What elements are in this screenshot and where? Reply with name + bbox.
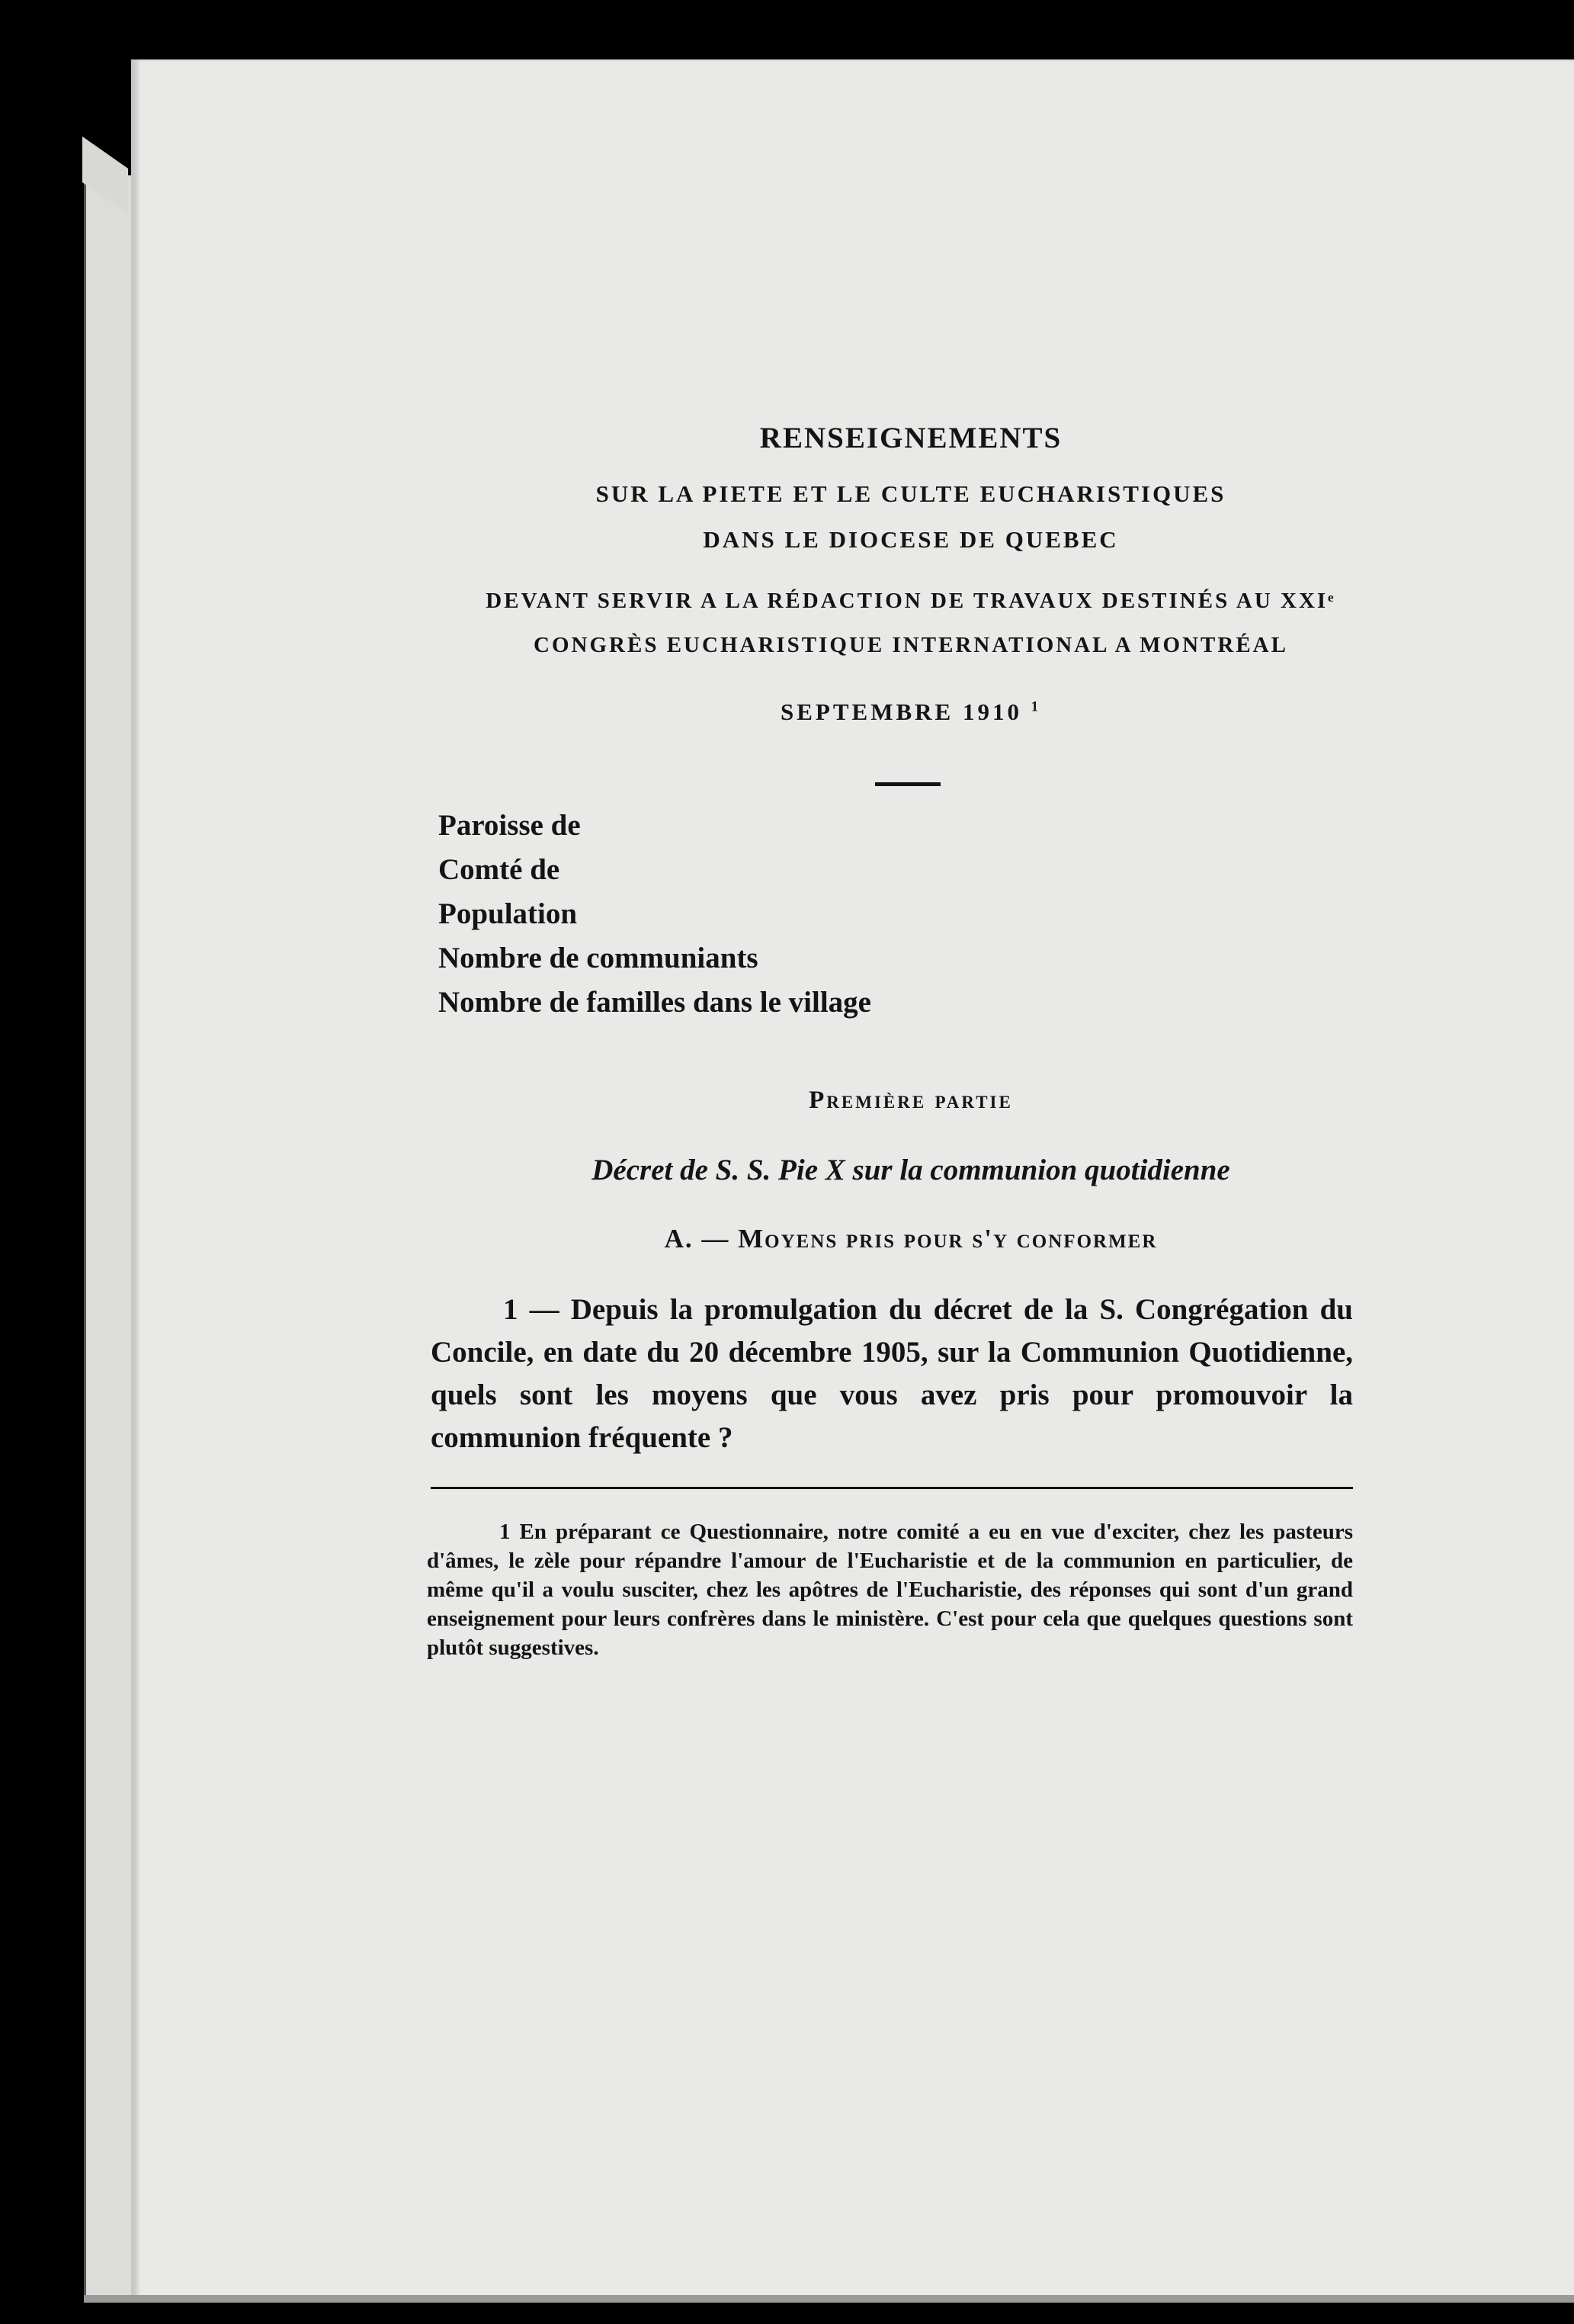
date-text: SEPTEMBRE 1910 — [780, 698, 1022, 725]
document-subtitle-line2: DANS LE DIOCESE DE QUEBEC — [703, 526, 1119, 553]
section-heading: A. — Moyens pris pour s'y conformer — [664, 1224, 1158, 1253]
field-communiants: Nombre de communiants — [438, 942, 758, 974]
document-purpose-line1: DEVANT SERVIR A LA RÉDACTION DE TRAVAUX DESTINÉS AU XXIᵉ — [486, 589, 1336, 613]
question-1: 1 — Depuis la promulgation du décret de la S. Congrégation du Concile, en date du 20 décembre 1905, sur la Communion Quotidienne, quels sont les moyens que vous avez pris pour promouvoir la communion fréquente ? — [431, 1293, 1353, 1454]
document-subtitle-line1: SUR LA PIETE ET LE CULTE EUCHARISTIQUES — [595, 480, 1226, 507]
field-paroisse: Paroisse de — [438, 809, 581, 842]
footnote-mark: 1 — [1031, 698, 1041, 715]
parish-fields — [438, 804, 871, 1025]
footnote: 1 En préparant ce Questionnaire, notre comité a eu en vue d'exciter, chez les pasteurs d'âmes, le zèle pour répandre l'amour de l'Eucharistie et de la communion en particulier, de même qu'il a voulu susciter, chez les apôtres de l'Eucharistie, des réponses qui sont d'un grand enseignement pour leurs confrères dans le ministère. C'est pour cela que quelques questions sont plutôt suggestives. — [427, 1520, 1353, 1660]
footnote-divider — [431, 1487, 1353, 1489]
page-bottom-edge — [84, 2295, 1574, 2303]
document-date — [427, 698, 1395, 726]
field-population: Population — [438, 897, 578, 930]
field-familles: Nombre de familles dans le village — [438, 986, 871, 1019]
title-divider — [875, 782, 941, 786]
document-purpose-line2: CONGRÈS EUCHARISTIQUE INTERNATIONAL A MONTRÉAL — [534, 633, 1288, 657]
decree-heading: Décret de S. S. Pie X sur la communion quotidienne — [591, 1154, 1230, 1186]
page-edge — [84, 175, 135, 2303]
field-comte: Comté de — [438, 853, 560, 886]
part-heading: Première partie — [809, 1087, 1013, 1114]
document-title: RENSEIGNEMENTS — [759, 422, 1063, 454]
